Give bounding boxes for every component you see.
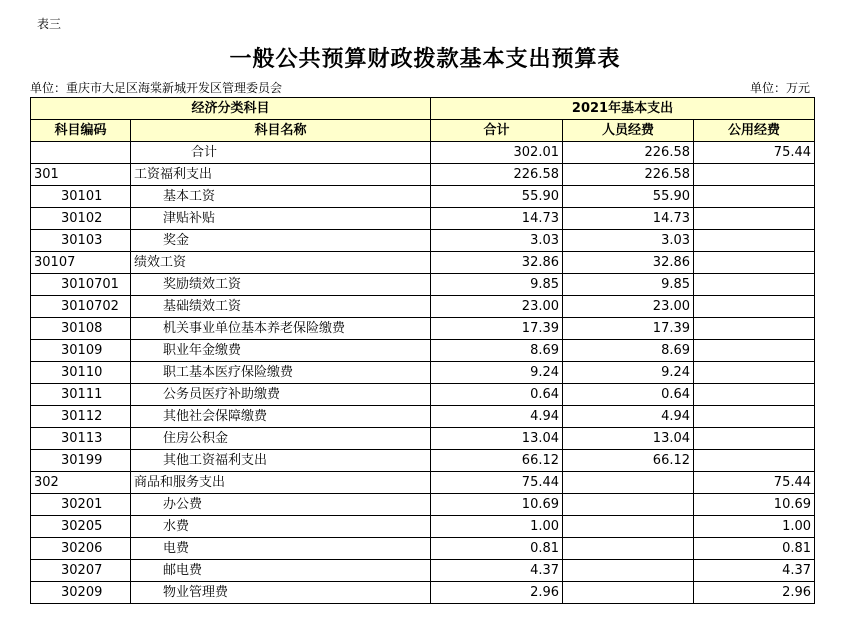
cell-personnel: 23.00 xyxy=(563,296,694,318)
cell-total: 4.37 xyxy=(431,560,563,582)
cell-code: 3010702 xyxy=(31,296,131,318)
cell-personnel: 0.64 xyxy=(563,384,694,406)
cell-personnel: 8.69 xyxy=(563,340,694,362)
cell-name: 奖励绩效工资 xyxy=(131,274,431,296)
cell-total: 226.58 xyxy=(431,164,563,186)
cell-total: 0.81 xyxy=(431,538,563,560)
cell-public xyxy=(694,318,815,340)
cell-code: 30101 xyxy=(31,186,131,208)
table-row xyxy=(31,406,815,428)
cell-public xyxy=(694,252,815,274)
cell-total: 9.24 xyxy=(431,362,563,384)
cell-code: 30205 xyxy=(31,516,131,538)
cell-name: 水费 xyxy=(131,516,431,538)
cell-personnel: 226.58 xyxy=(563,142,694,164)
table-row xyxy=(31,208,815,230)
cell-personnel: 3.03 xyxy=(563,230,694,252)
table-row xyxy=(31,274,815,296)
cell-code: 30103 xyxy=(31,230,131,252)
cell-public: 10.69 xyxy=(694,494,815,516)
cell-total: 17.39 xyxy=(431,318,563,340)
header-basic-expenditure-year: 2021年基本支出 xyxy=(431,98,815,120)
table-row xyxy=(31,340,815,362)
unit-currency-label: 单位：万元 xyxy=(749,81,810,95)
cell-public xyxy=(694,164,815,186)
table-number-label: 表三 xyxy=(37,17,62,31)
cell-personnel xyxy=(563,516,694,538)
cell-personnel: 13.04 xyxy=(563,428,694,450)
cell-public: 75.44 xyxy=(694,472,815,494)
cell-public xyxy=(694,428,815,450)
cell-personnel: 55.90 xyxy=(563,186,694,208)
cell-public xyxy=(694,230,815,252)
cell-personnel: 226.58 xyxy=(563,164,694,186)
cell-public xyxy=(694,406,815,428)
cell-public xyxy=(694,274,815,296)
cell-name: 物业管理费 xyxy=(131,582,431,604)
cell-personnel xyxy=(563,560,694,582)
cell-code: 302 xyxy=(31,472,131,494)
cell-total: 23.00 xyxy=(431,296,563,318)
cell-public: 2.96 xyxy=(694,582,815,604)
cell-name: 商品和服务支出 xyxy=(131,472,431,494)
header-code: 科目编码 xyxy=(31,120,131,142)
table-row xyxy=(31,472,815,494)
cell-public: 4.37 xyxy=(694,560,815,582)
cell-public: 0.81 xyxy=(694,538,815,560)
cell-code: 30199 xyxy=(31,450,131,472)
cell-personnel xyxy=(563,472,694,494)
cell-name: 合计 xyxy=(131,142,431,164)
cell-name: 基础绩效工资 xyxy=(131,296,431,318)
table-row xyxy=(31,428,815,450)
cell-name: 公务员医疗补助缴费 xyxy=(131,384,431,406)
cell-personnel: 32.86 xyxy=(563,252,694,274)
cell-name: 其他社会保障缴费 xyxy=(131,406,431,428)
cell-name: 津贴补贴 xyxy=(131,208,431,230)
cell-total: 0.64 xyxy=(431,384,563,406)
table-row xyxy=(31,186,815,208)
cell-total: 4.94 xyxy=(431,406,563,428)
cell-code: 30113 xyxy=(31,428,131,450)
table-row xyxy=(31,384,815,406)
cell-public: 1.00 xyxy=(694,516,815,538)
table-row xyxy=(31,516,815,538)
cell-code: 30109 xyxy=(31,340,131,362)
cell-personnel: 4.94 xyxy=(563,406,694,428)
cell-name: 工资福利支出 xyxy=(131,164,431,186)
cell-public xyxy=(694,296,815,318)
cell-code: 30201 xyxy=(31,494,131,516)
table-body xyxy=(31,142,815,604)
cell-total: 3.03 xyxy=(431,230,563,252)
cell-name: 电费 xyxy=(131,538,431,560)
cell-name: 奖金 xyxy=(131,230,431,252)
table-row xyxy=(31,164,815,186)
cell-public xyxy=(694,208,815,230)
cell-personnel xyxy=(563,582,694,604)
cell-total: 13.04 xyxy=(431,428,563,450)
cell-total: 9.85 xyxy=(431,274,563,296)
cell-code: 30102 xyxy=(31,208,131,230)
cell-total: 75.44 xyxy=(431,472,563,494)
page-title: 一般公共预算财政拨款基本支出预算表 xyxy=(229,47,621,72)
cell-personnel: 9.85 xyxy=(563,274,694,296)
cell-total: 8.69 xyxy=(431,340,563,362)
cell-code: 30108 xyxy=(31,318,131,340)
cell-public xyxy=(694,186,815,208)
table-row xyxy=(31,450,815,472)
table-row xyxy=(31,142,815,164)
header-personnel: 人员经费 xyxy=(563,120,694,142)
cell-name: 绩效工资 xyxy=(131,252,431,274)
table-row xyxy=(31,362,815,384)
cell-code: 30207 xyxy=(31,560,131,582)
table-row xyxy=(31,582,815,604)
header-group-row xyxy=(31,98,815,120)
cell-code: 30107 xyxy=(31,252,131,274)
cell-personnel: 14.73 xyxy=(563,208,694,230)
cell-public xyxy=(694,362,815,384)
cell-personnel xyxy=(563,538,694,560)
cell-total: 1.00 xyxy=(431,516,563,538)
cell-total: 32.86 xyxy=(431,252,563,274)
table-row xyxy=(31,538,815,560)
cell-code: 30209 xyxy=(31,582,131,604)
cell-total: 10.69 xyxy=(431,494,563,516)
table-row xyxy=(31,296,815,318)
cell-name: 职工基本医疗保险缴费 xyxy=(131,362,431,384)
cell-code: 30111 xyxy=(31,384,131,406)
header-public: 公用经费 xyxy=(694,120,815,142)
unit-organization-label: 单位：重庆市大足区海棠新城开发区管理委员会 xyxy=(30,81,283,95)
cell-name: 住房公积金 xyxy=(131,428,431,450)
table-row xyxy=(31,494,815,516)
header-name: 科目名称 xyxy=(131,120,431,142)
cell-total: 14.73 xyxy=(431,208,563,230)
cell-public xyxy=(694,384,815,406)
cell-public xyxy=(694,340,815,362)
cell-public: 75.44 xyxy=(694,142,815,164)
table-row xyxy=(31,230,815,252)
budget-table xyxy=(30,97,815,604)
table-row xyxy=(31,252,815,274)
cell-code: 30206 xyxy=(31,538,131,560)
cell-name: 职业年金缴费 xyxy=(131,340,431,362)
cell-code: 30110 xyxy=(31,362,131,384)
cell-personnel: 66.12 xyxy=(563,450,694,472)
table-row xyxy=(31,318,815,340)
cell-name: 基本工资 xyxy=(131,186,431,208)
cell-name: 邮电费 xyxy=(131,560,431,582)
cell-name: 其他工资福利支出 xyxy=(131,450,431,472)
cell-code: 3010701 xyxy=(31,274,131,296)
cell-total: 55.90 xyxy=(431,186,563,208)
cell-code: 301 xyxy=(31,164,131,186)
cell-personnel: 9.24 xyxy=(563,362,694,384)
cell-public xyxy=(694,450,815,472)
cell-personnel xyxy=(563,494,694,516)
cell-code: 30112 xyxy=(31,406,131,428)
cell-personnel: 17.39 xyxy=(563,318,694,340)
cell-name: 机关事业单位基本养老保险缴费 xyxy=(131,318,431,340)
cell-code xyxy=(31,142,131,164)
cell-name: 办公费 xyxy=(131,494,431,516)
header-economic-classification: 经济分类科目 xyxy=(31,98,431,120)
header-column-row xyxy=(31,120,815,142)
header-total: 合计 xyxy=(431,120,563,142)
table-row xyxy=(31,560,815,582)
cell-total: 2.96 xyxy=(431,582,563,604)
cell-total: 66.12 xyxy=(431,450,563,472)
cell-total: 302.01 xyxy=(431,142,563,164)
